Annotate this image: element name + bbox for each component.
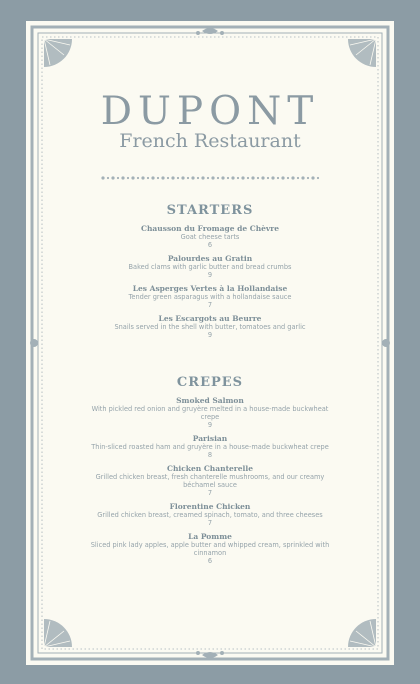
- item-price: 6: [207, 241, 213, 249]
- list-item: [88, 284, 332, 309]
- item-price: 7: [207, 301, 213, 309]
- item-price: 9: [207, 331, 213, 339]
- item-description: Sliced pink lady apples, apple butter and whipped cream, sprinkled with cinnamon: [90, 541, 330, 557]
- item-price: 7: [207, 519, 213, 527]
- list-item: [88, 254, 332, 279]
- item-name: La Pomme: [188, 532, 232, 541]
- item-price: 9: [207, 271, 213, 279]
- list-item: [88, 396, 332, 429]
- list-item: [88, 502, 332, 527]
- item-name: Palourdes au Gratin: [167, 254, 253, 263]
- item-name: Chausson du Fromage de Chèvre: [140, 224, 280, 233]
- restaurant-name: DUPONT: [100, 89, 320, 134]
- item-name: Smoked Salmon: [176, 396, 244, 405]
- list-item: [88, 532, 332, 565]
- list-item: [88, 464, 332, 497]
- list-item: [88, 434, 332, 459]
- item-description: Grilled chicken breast, creamed spinach, tomato, and three cheeses: [97, 511, 323, 519]
- item-price: 7: [207, 489, 213, 497]
- item-price: 8: [207, 451, 213, 459]
- item-description: Tender green asparagus with a hollandaise sauce: [128, 293, 292, 301]
- list-item: [88, 314, 332, 339]
- item-description: Baked clams with garlic butter and bread crumbs: [128, 263, 292, 271]
- item-description: Goat cheese tarts: [180, 233, 240, 241]
- item-price: 6: [207, 557, 213, 565]
- crepes-list: [88, 396, 332, 570]
- dotted-divider: [100, 175, 320, 181]
- item-name: Parisian: [192, 434, 228, 443]
- restaurant-subtitle: French Restaurant: [119, 130, 301, 152]
- item-name: Les Escargots au Beurre: [158, 314, 262, 323]
- item-name: Chicken Chanterelle: [166, 464, 254, 473]
- item-description: Grilled chicken breast, fresh chanterelle mushrooms, and our creamy béchamel sauce: [95, 473, 325, 489]
- item-name: Florentine Chicken: [169, 502, 251, 511]
- section-title-starters: STARTERS: [166, 203, 254, 218]
- list-item: [88, 224, 332, 249]
- item-description: With pickled red onion and gruyère melted in a house-made buckwheat crepe: [91, 405, 329, 421]
- starters-list: [88, 224, 332, 344]
- item-price: 9: [207, 421, 213, 429]
- item-name: Les Asperges Vertes à la Hollandaise: [132, 284, 288, 293]
- menu-page: [26, 21, 394, 665]
- item-description: Thin-sliced roasted ham and gruyère in a house-made buckwheat crepe: [91, 443, 329, 451]
- item-description: Snails served in the shell with butter, tomatoes and garlic: [114, 323, 306, 331]
- section-title-crepes: CREPES: [176, 375, 244, 390]
